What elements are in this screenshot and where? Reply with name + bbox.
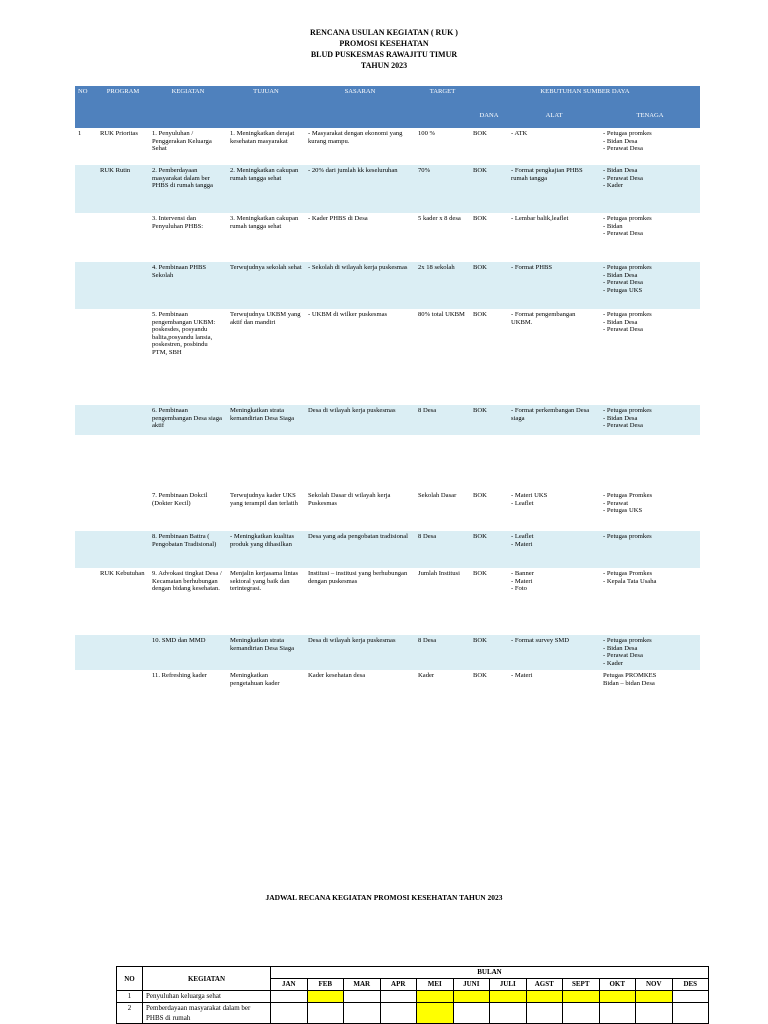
cell-alat: - Materi UKS - Leaflet (508, 490, 600, 531)
cell-program: RUK Rutin (97, 165, 149, 213)
month-header: NOV (636, 979, 673, 991)
cell-dana: BOK (470, 128, 508, 165)
schedule-month-cell (453, 991, 490, 1003)
month-header: JAN (271, 979, 308, 991)
month-header: FEB (307, 979, 344, 991)
cell-no (75, 568, 97, 635)
cell-program (97, 213, 149, 262)
cell-tujuan: Menjalin kerjasama lintas sektoral yang baik dan terintegrasi. (227, 568, 305, 635)
schedule-month-cell (271, 1003, 308, 1024)
cell-tujuan: 1. Meningkatkan derajat kesehatan masyarakat (227, 128, 305, 165)
header-program: PROGRAM (97, 86, 149, 128)
table-row (75, 531, 700, 568)
table-row (75, 490, 700, 531)
cell-program: RUK Prioritas (97, 128, 149, 165)
cell-target: 80% total UKBM (415, 309, 470, 405)
header-tenaga: TENAGA (600, 110, 700, 128)
cell-tujuan: Terwujudnya kader UKS yang terampil dan terlatih (227, 490, 305, 531)
schedule-month-cell (526, 1003, 563, 1024)
cell-tenaga: - Petugas promkes - Bidan Desa - Perawat Desa (600, 405, 700, 435)
cell-kegiatan: 10. SMD dan MMD (149, 635, 227, 670)
cell-no (75, 531, 97, 568)
cell-tenaga: - Petugas promkes - Bidan - Perawat Desa (600, 213, 700, 262)
cell-sasaran: - Kader PHBS di Desa (305, 213, 415, 262)
cell-tenaga: - Petugas promkes - Bidan Desa - Perawat Desa - Petugas UKS (600, 262, 700, 309)
cell-sasaran: Institusi – institusi yang berhubungan dengan puskesmas (305, 568, 415, 635)
cell-kegiatan: 8. Pembinaan Battra ( Pengobatan Tradisional) (149, 531, 227, 568)
month-header: DES (672, 979, 709, 991)
cell-alat: - Format perkembangan Desa siaga (508, 405, 600, 435)
cell-no (75, 262, 97, 309)
cell-alat: - Banner - Materi - Foto (508, 568, 600, 635)
schedule-cell-kegiatan: Pemberdayaan masyarakat dalam ber PHBS di rumah (143, 1003, 271, 1024)
schedule-header-no: NO (117, 967, 143, 991)
cell-alat: - Materi (508, 670, 600, 692)
cell-dana: BOK (470, 670, 508, 692)
schedule-month-cell (599, 1003, 636, 1024)
table-row (75, 262, 700, 309)
ruk-table-part-2 (75, 490, 700, 692)
cell-target: 8 Desa (415, 405, 470, 435)
cell-sasaran: - Sekolah di wilayah kerja puskesmas (305, 262, 415, 309)
header-dana: DANA (470, 110, 508, 128)
cell-program (97, 670, 149, 692)
table-row (75, 670, 700, 692)
cell-program (97, 262, 149, 309)
table-row (75, 405, 700, 435)
cell-sasaran: Desa yang ada pengobatan tradisional (305, 531, 415, 568)
cell-no (75, 635, 97, 670)
ruk-table-part-1 (75, 86, 700, 435)
cell-dana: BOK (470, 531, 508, 568)
schedule-month-cell (417, 991, 454, 1003)
month-header: JUNI (453, 979, 490, 991)
cell-kegiatan: 2. Pemberdayaan masyarakat dalam ber PHBS di rumah tangga (149, 165, 227, 213)
cell-alat: - Leaflet - Materi (508, 531, 600, 568)
cell-dana: BOK (470, 405, 508, 435)
schedule-month-cell (344, 1003, 381, 1024)
cell-target: 8 Desa (415, 635, 470, 670)
month-header: APR (380, 979, 417, 991)
schedule-month-cell (380, 1003, 417, 1024)
cell-dana: BOK (470, 490, 508, 531)
table-row (75, 309, 700, 405)
cell-tenaga: - Petugas promkes - Bidan Desa - Perawat Desa (600, 309, 700, 405)
schedule-month-cell (672, 1003, 709, 1024)
cell-program (97, 405, 149, 435)
cell-kegiatan: 4. Pembinaan PHBS Sekolah (149, 262, 227, 309)
cell-no (75, 213, 97, 262)
schedule-month-cell (490, 991, 527, 1003)
schedule-month-cell (636, 1003, 673, 1024)
table-row (75, 213, 700, 262)
cell-dana: BOK (470, 635, 508, 670)
schedule-header-kegiatan: KEGIATAN (143, 967, 271, 991)
schedule-month-cell (526, 991, 563, 1003)
cell-program (97, 531, 149, 568)
header-sasaran: SASARAN (305, 86, 415, 128)
cell-alat: - ATK (508, 128, 600, 165)
cell-target: 70% (415, 165, 470, 213)
cell-target: Kader (415, 670, 470, 692)
cell-target: Sekolah Dasar (415, 490, 470, 531)
schedule-month-cell (307, 1003, 344, 1024)
title-line-3: BLUD PUSKESMAS RAWAJITU TIMUR (310, 50, 458, 59)
table-row (75, 128, 700, 165)
schedule-month-cell (599, 991, 636, 1003)
header-kegiatan: KEGIATAN (149, 86, 227, 128)
cell-no (75, 670, 97, 692)
schedule-row (117, 1003, 709, 1024)
cell-dana: BOK (470, 213, 508, 262)
cell-tujuan: Meningkatkan strata kemandirian Desa Siaga (227, 405, 305, 435)
cell-kegiatan: 5. Pembinaan pengembangan UKBM: poskesdes, posyandu balita,posyandu lansia, poskestren, posbindu PTM, SBH (149, 309, 227, 405)
month-header: JULI (490, 979, 527, 991)
schedule-header-bulan: BULAN (271, 967, 709, 979)
schedule-cell-no: 2 (117, 1003, 143, 1024)
cell-no (75, 405, 97, 435)
cell-program (97, 635, 149, 670)
cell-tujuan: Terwujudnya UKBM yang aktif dan mandiri (227, 309, 305, 405)
cell-tenaga: Petugas PROMKES Bidan – bidan Desa (600, 670, 700, 692)
table-row (75, 165, 700, 213)
month-header: MEI (417, 979, 454, 991)
schedule-month-cell (271, 991, 308, 1003)
month-header: MAR (344, 979, 381, 991)
cell-alat: - Lembar balik,leaflet (508, 213, 600, 262)
month-header: OKT (599, 979, 636, 991)
cell-program (97, 490, 149, 531)
schedule-month-cell (636, 991, 673, 1003)
cell-sasaran: - Masyarakat dengan ekonomi yang kurang mampu. (305, 128, 415, 165)
schedule-cell-kegiatan: Penyuluhan keluarga sehat (143, 991, 271, 1003)
cell-kegiatan: 3. Intervensi dan Penyuluhan PHBS: (149, 213, 227, 262)
cell-alat: - Format survey SMD (508, 635, 600, 670)
cell-tenaga: - Bidan Desa - Perawat Desa - Kader (600, 165, 700, 213)
schedule-table (116, 966, 709, 1024)
cell-tenaga: - Petugas promkes - Bidan Desa - Perawat Desa - Kader (600, 635, 700, 670)
cell-tenaga: - Petugas promkes (600, 531, 700, 568)
table-row (75, 635, 700, 670)
schedule-month-cell (417, 1003, 454, 1024)
cell-dana: BOK (470, 568, 508, 635)
cell-tenaga: - Petugas promkes - Bidan Desa - Perawat Desa (600, 128, 700, 165)
cell-no (75, 490, 97, 531)
cell-alat: - Format PHBS (508, 262, 600, 309)
schedule-month-cell (453, 1003, 490, 1024)
cell-dana: BOK (470, 309, 508, 405)
cell-tujuan: Meningkatkan pengetahuan kader (227, 670, 305, 692)
cell-kegiatan: 1. Penyuluhan / Penggerakan Keluarga Sehat (149, 128, 227, 165)
title-line-1: RENCANA USULAN KEGIATAN ( RUK ) (310, 28, 458, 37)
title-line-2: PROMOSI KESEHATAN (339, 39, 429, 48)
schedule-month-cell (563, 991, 600, 1003)
cell-sasaran: Desa di wilayah kerja puskesmas (305, 405, 415, 435)
cell-sasaran: Kader kesehatan desa (305, 670, 415, 692)
cell-sasaran: - UKBM di wilker puskesmas (305, 309, 415, 405)
schedule-month-cell (380, 991, 417, 1003)
cell-program: RUK Kebutuhan (97, 568, 149, 635)
cell-kegiatan: 11. Refreshing kader (149, 670, 227, 692)
cell-sasaran: - 20% dari jumlah kk keseluruhan (305, 165, 415, 213)
header-kebutuhan: KEBUTUHAN SUMBER DAYA (470, 86, 700, 110)
schedule-month-cell (344, 991, 381, 1003)
cell-program (97, 309, 149, 405)
cell-target: 2x 18 sekolah (415, 262, 470, 309)
cell-kegiatan: 7. Pembinaan Dokcil (Dokter Kecil) (149, 490, 227, 531)
header-no: NO (75, 86, 97, 128)
cell-no (75, 165, 97, 213)
cell-tujuan: 3. Meningkatkan cakupan rumah tangga sehat (227, 213, 305, 262)
schedule-month-cell (490, 1003, 527, 1024)
cell-sasaran: Desa di wilayah kerja puskesmas (305, 635, 415, 670)
header-target: TARGET (415, 86, 470, 128)
cell-alat: - Format pengkajian PHBS rumah tangga (508, 165, 600, 213)
cell-alat: - Format pengembangan UKBM. (508, 309, 600, 405)
cell-sasaran: Sekolah Dasar di wilayah kerja Puskesmas (305, 490, 415, 531)
header-alat: ALAT (508, 110, 600, 128)
schedule-title: JADWAL RECANA KEGIATAN PROMOSI KESEHATAN TAHUN 2023 (265, 893, 503, 902)
cell-tujuan: 2. Meningkatkan cakupan rumah tangga sehat (227, 165, 305, 213)
cell-tenaga: - Petugas Promkes - Kepala Tata Usaha (600, 568, 700, 635)
title-line-4: TAHUN 2023 (360, 61, 408, 70)
schedule-month-cell (307, 991, 344, 1003)
schedule-cell-no: 1 (117, 991, 143, 1003)
cell-target: 5 kader x 8 desa (415, 213, 470, 262)
schedule-month-cell (563, 1003, 600, 1024)
table-row (75, 568, 700, 635)
month-header: SEPT (563, 979, 600, 991)
cell-tujuan: - Meningkatkan kualitas produk yang dihasilkan (227, 531, 305, 568)
cell-kegiatan: 9. Advokasi tingkat Desa / Kecamatan berhubungan dengan bidang kesehatan. (149, 568, 227, 635)
cell-target: 100 % (415, 128, 470, 165)
month-header: AGST (526, 979, 563, 991)
cell-kegiatan: 6. Pembinaan pengembangan Desa siaga aktif (149, 405, 227, 435)
cell-target: Jumlah Institusi (415, 568, 470, 635)
schedule-row (117, 991, 709, 1003)
schedule-month-cell (672, 991, 709, 1003)
cell-target: 8 Desa (415, 531, 470, 568)
cell-dana: BOK (470, 165, 508, 213)
cell-tujuan: Terwujudnya sekolah sehat (227, 262, 305, 309)
cell-dana: BOK (470, 262, 508, 309)
cell-no: 1 (75, 128, 97, 165)
cell-tenaga: - Petugas Promkes - Perawat - Petugas UKS (600, 490, 700, 531)
cell-no (75, 309, 97, 405)
header-tujuan: TUJUAN (227, 86, 305, 128)
cell-tujuan: Meningkatkan strata kemandirian Desa Siaga (227, 635, 305, 670)
